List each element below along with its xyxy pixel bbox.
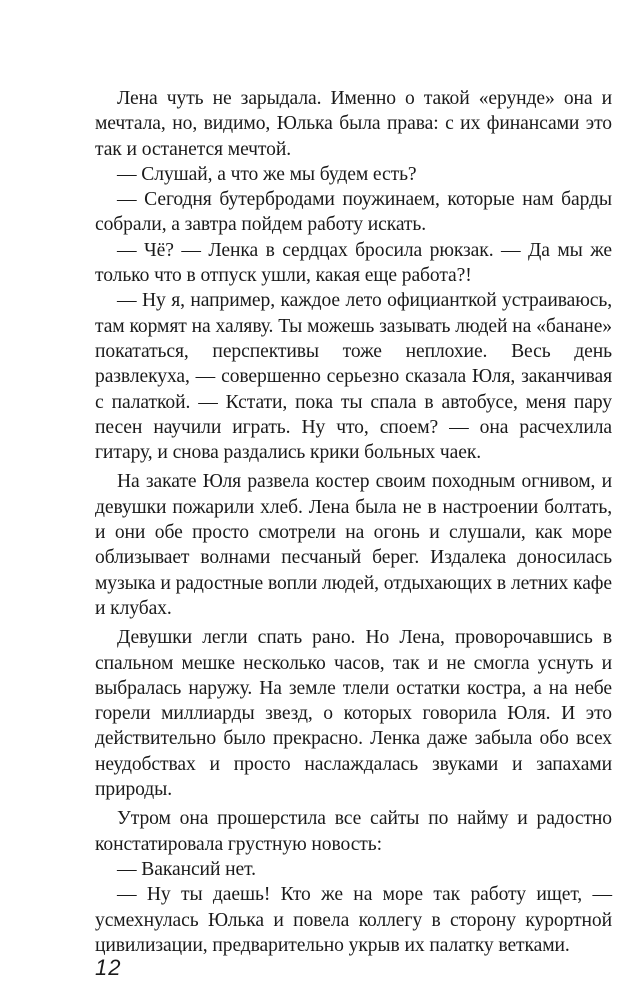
paragraph-7: Девушки легли спать рано. Но Лена, проворочавшись в спальном мешке несколько часов, так и не смогла уснуть и выбралась наружу. На земле тлели остатки костра, а на небе горели миллиарды звезд, о которых говорила Юля. И это действительно было прекрасно. Ленка даже забыла обо всех неудобствах и просто наслаждалась звуками и запахами природы. [95,627,612,801]
paragraph-9: — Вакансий нет. [117,858,256,880]
paragraph-10: — Ну ты даешь! Кто же на море так работу ищет, — усмехнулась Юлька и повела коллегу в сторону курортной цивилизации, предварительно укрыв их палатку ветками. [95,884,612,956]
paragraph-6: На закате Юля развела костер своим походным огнивом, и девушки пожарили хлеб. Лена была не в настроении болтать, и они обе просто смотрели на огонь и слушали, как море облизывает волнами песчаный берег. Издалека доносилась музыка и радостные вопли людей, отдыхающих в летних кафе и клубах. [95,471,612,619]
paragraph-5: — Ну я, например, каждое лето официанткой устраиваюсь, там кормят на халяву. Ты можешь зазывать людей на «банане» покататься, перспективы тоже неплохие. Весь день развлекуха, — совершенно серьезно сказала Юля, заканчивая с палаткой. — Кстати, пока ты спала в автобусе, меня пару песен научили играть. Ну что, споем? — она расчехлила гитару, и снова раздались крики больных чаек. [95,290,612,464]
paragraph-3: — Сегодня бутербродами поужинаем, которые нам барды собрали, а завтра пойдем работу искать. [95,189,612,236]
paragraph-2: — Слушай, а что же мы будем есть? [117,163,417,185]
paragraph-1: Лена чуть не зарыдала. Именно о такой «ерунде» она и мечтала, но, видимо, Юлька была права: с их финансами это так и останется мечтой. [95,88,612,160]
page-number: 12 [95,955,122,980]
paragraph-4: — Чё? — Ленка в сердцах бросила рюкзак. — Да мы же только что в отпуск ушли, какая еще работа?! [95,239,612,287]
paragraph-8: Утром она прошерстила все сайты по найму и радостно констатировала грустную новость: [95,808,612,855]
page-text [95,86,612,958]
